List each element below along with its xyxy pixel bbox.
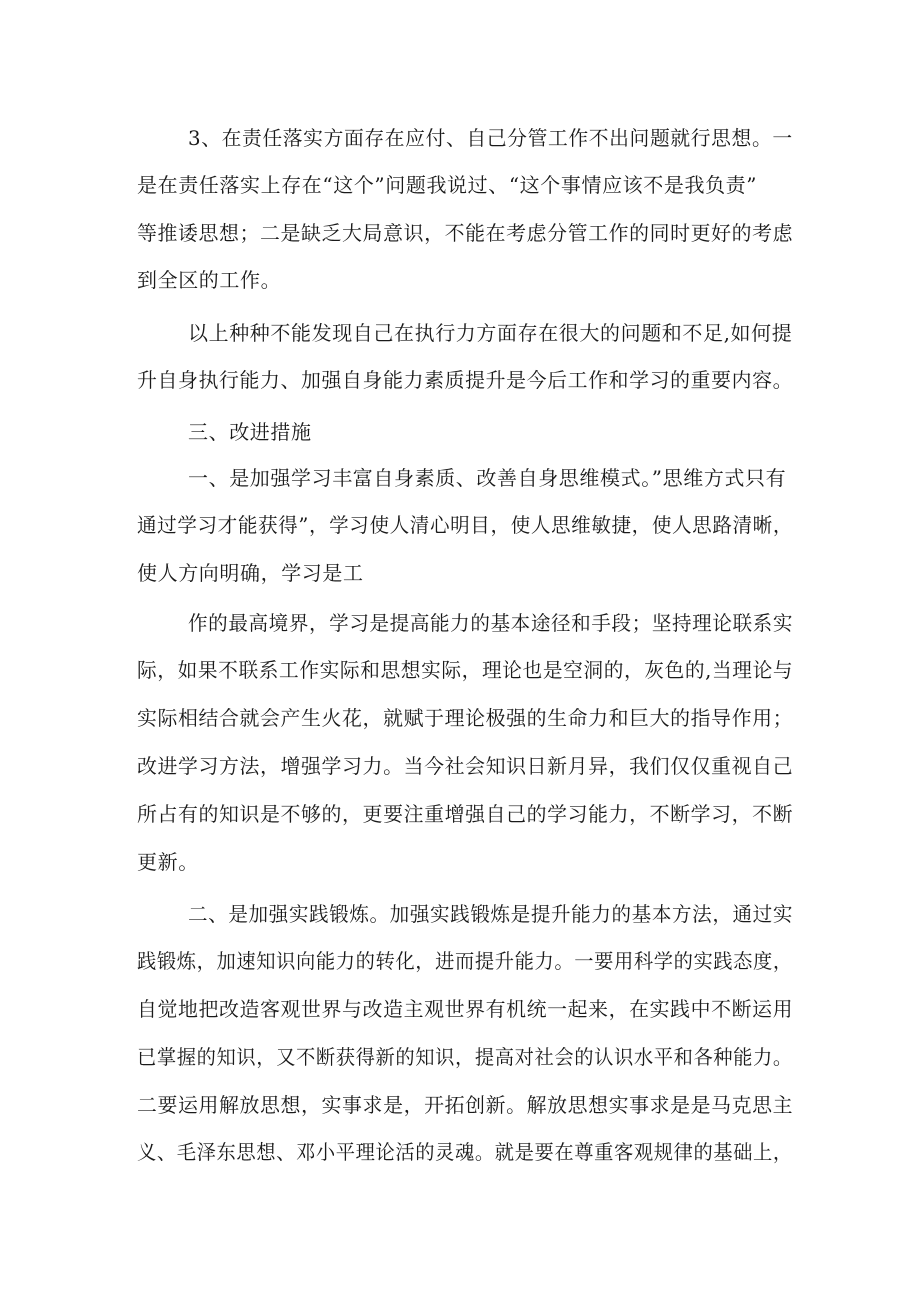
text-line: 使人方向明确，学习是工: [137, 561, 364, 585]
text-line: 自觉地把改造客观世界与改造主观世界有机统一起来，在实践中不断运用: [137, 997, 794, 1021]
text-line: 所占有的知识是不够的，更要注重增强自己的学习能力，不断学习，不断: [137, 802, 794, 826]
text-line: 作的最高境界，学习是提高能力的基本途径和手段；坚持理论联系实: [188, 611, 794, 635]
text-line: 践锻炼，加速知识向能力的转化，进而提升能力。一要用科学的实践态度，: [137, 949, 793, 973]
text-line: 更新。: [137, 850, 199, 874]
text-line: 改进学习方法，增强学习力。当今社会知识日新月异，我们仅仅重视自己: [137, 754, 794, 778]
text-line: 以上种种不能发现自己在执行力方面存在很大的问题和不足,如何提: [188, 321, 793, 345]
text-line: 二、是加强实践锻炼。加强实践锻炼是提升能力的基本方法，通过实: [188, 902, 794, 926]
text-line: 通过学习才能获得”，学习使人清心明目，使人思维敏捷，使人思路清晰，: [137, 513, 794, 537]
text-line: 到全区的工作。: [137, 268, 282, 292]
text-line: 际，如果不联系工作实际和思想实际，理论也是空洞的，灰色的,当理论与: [137, 658, 794, 682]
text-line: 义、毛泽东思想、邓小平理论活的灵魂。就是要在尊重客观规律的基础上，: [137, 1140, 793, 1164]
text-line: 等推诿思想；二是缺乏大局意识，不能在考虑分管工作的同时更好的考虑: [137, 221, 794, 245]
text-line: 3、在责任落实方面存在应付、自己分管工作不出问题就行思想。一: [188, 126, 793, 150]
text-line: 是在责任落实上存在“这个”问题我说过、“这个事情应该不是我负责”: [137, 173, 758, 197]
text-line: 已掌握的知识，又不断获得新的知识，提高对社会的认识水平和各种能力。: [137, 1045, 793, 1069]
text-line: 一、是加强学习丰富自身素质、改善自身思维模式。”思维方式只有: [188, 466, 787, 490]
text-line: 升自身执行能力、加强自身能力素质提升是今后工作和学习的重要内容。: [137, 368, 794, 392]
text-line: 实际相结合就会产生火花，就赋于理论极强的生命力和巨大的指导作用；: [137, 706, 794, 730]
section-heading: 三、改进措施: [188, 420, 312, 444]
text-line: 二要运用解放思想，实事求是，开拓创新。解放思想实事求是是马克思主: [137, 1093, 794, 1117]
